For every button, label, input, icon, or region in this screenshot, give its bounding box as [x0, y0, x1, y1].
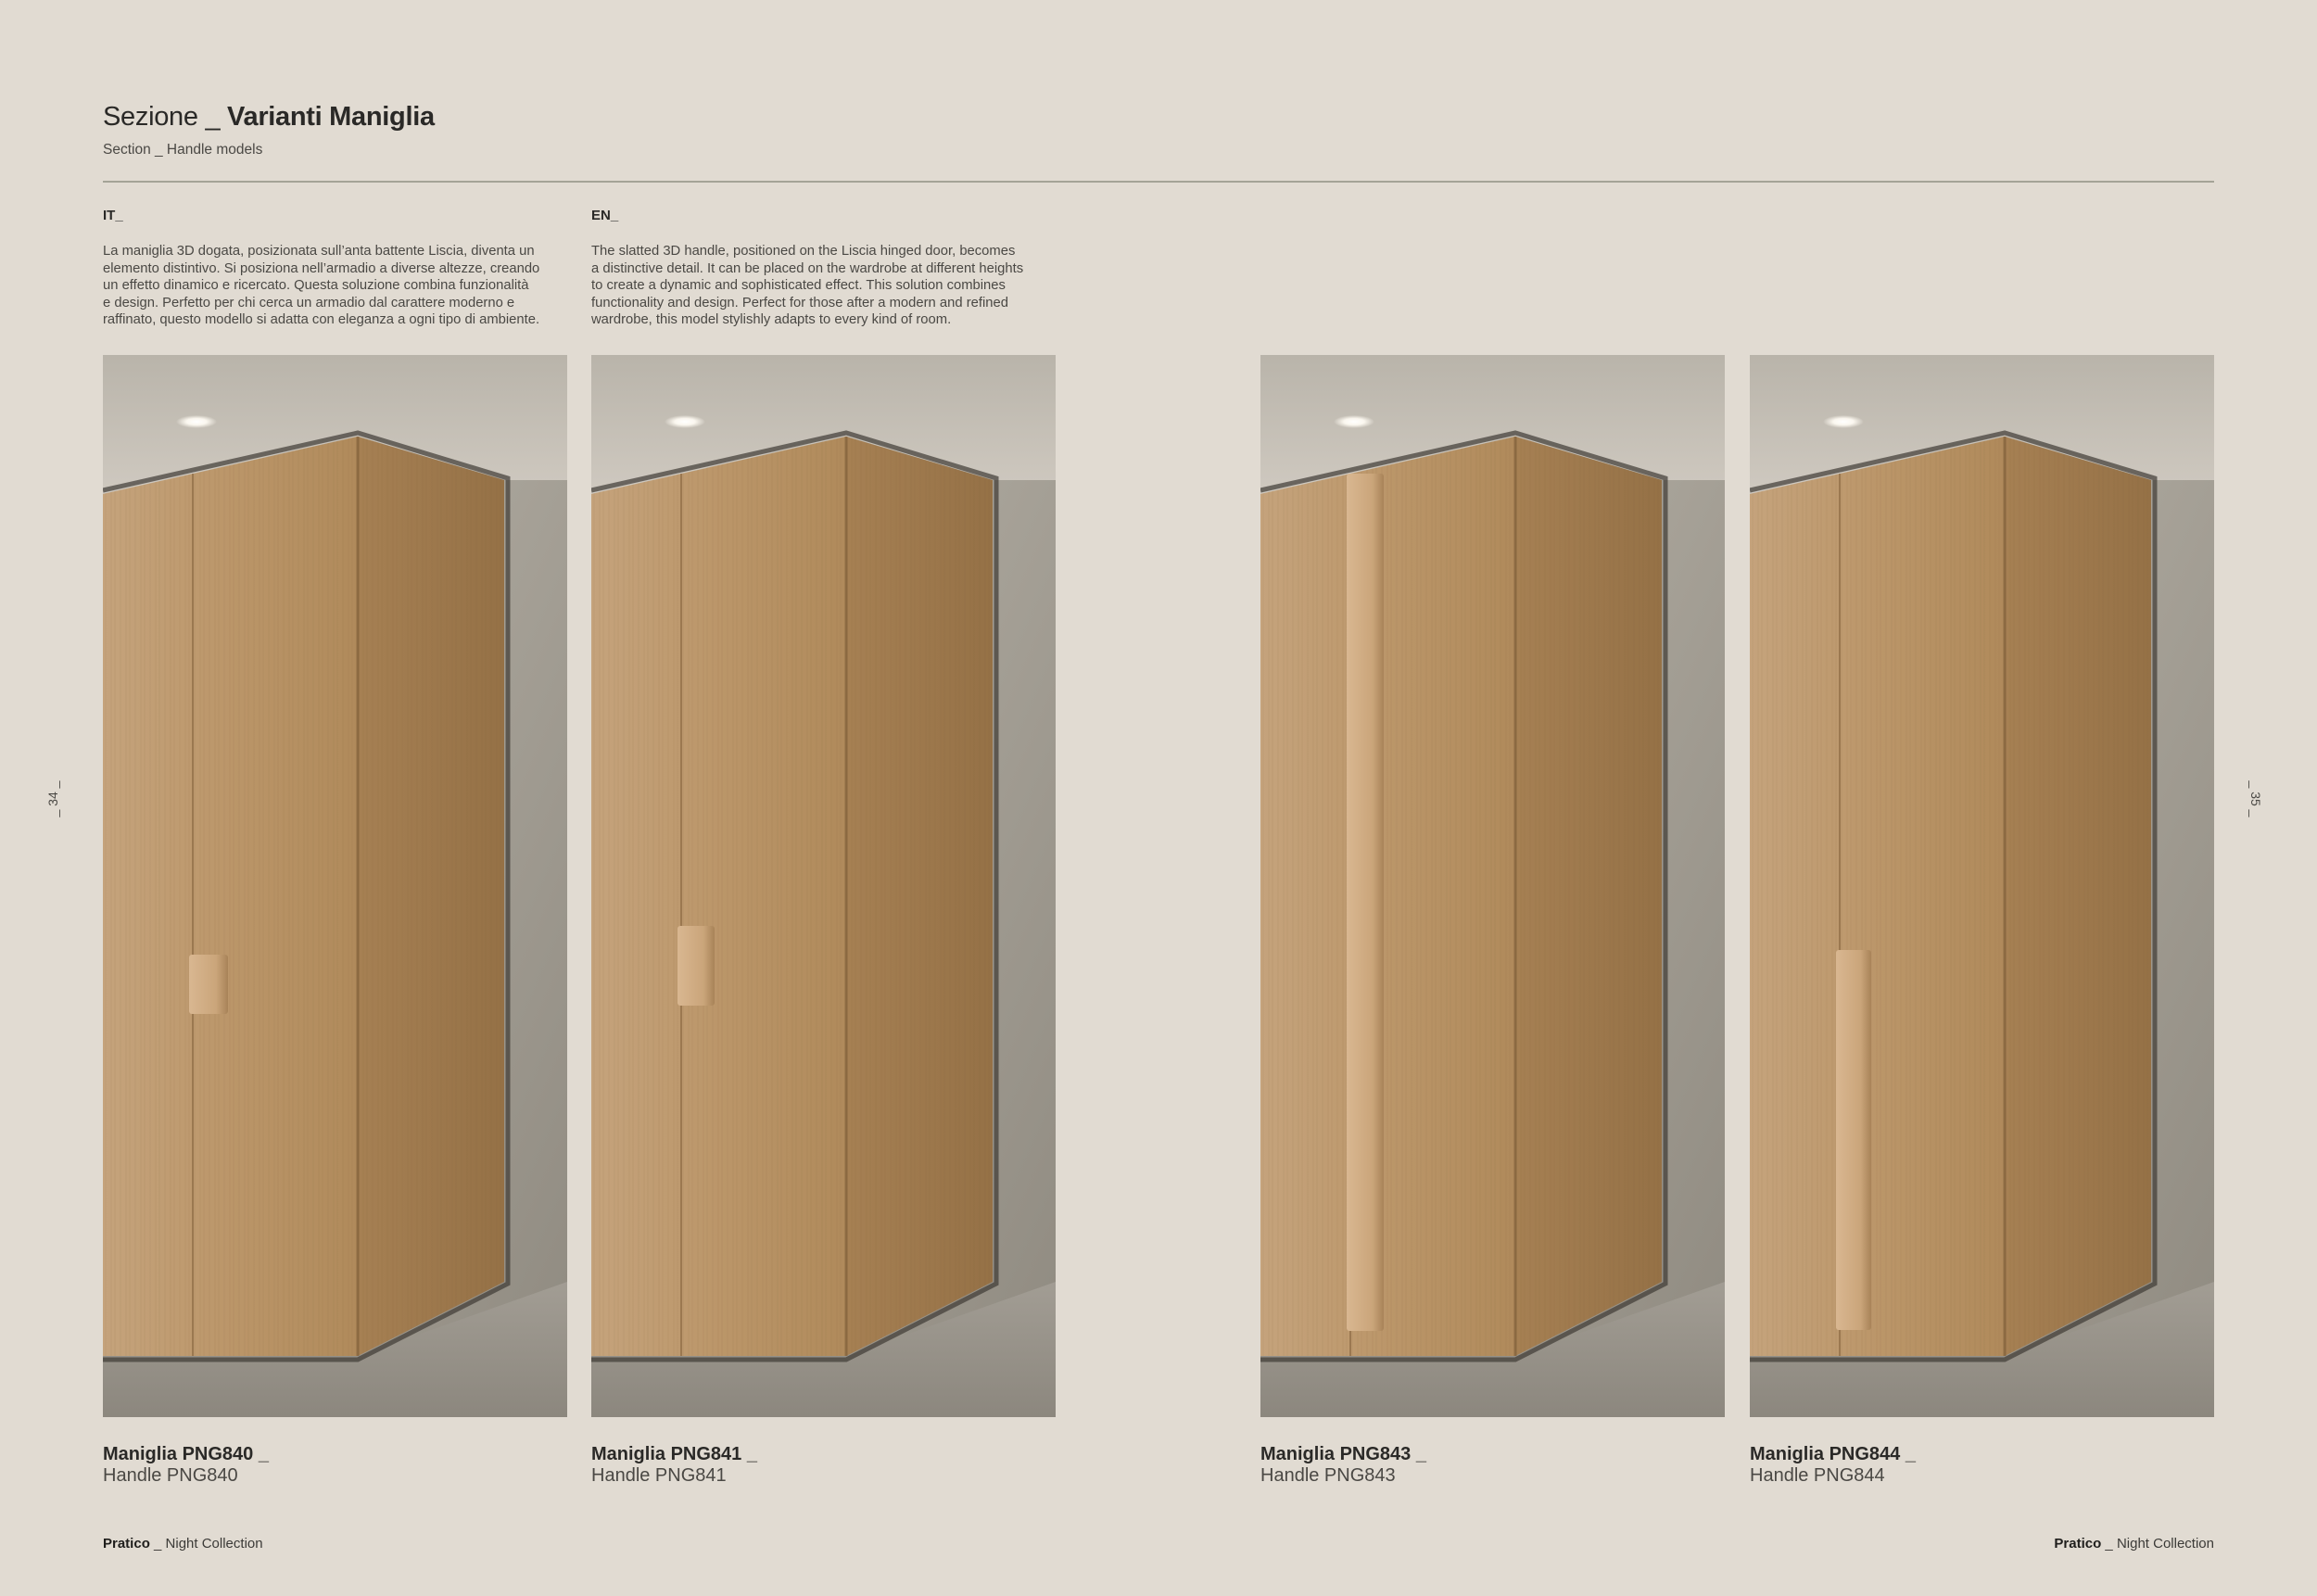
product-caption-png840	[103, 1444, 269, 1487]
caption-it: Maniglia PNG844 _	[1750, 1444, 1916, 1464]
product-image-png843	[1260, 355, 1725, 1417]
caption-en: Handle PNG840	[103, 1465, 238, 1486]
paragraph-line: elemento distintivo. Si posiziona nell’armadio a diverse altezze, creando	[103, 260, 540, 276]
intro-paragraph-it	[103, 243, 566, 329]
caption-it: Maniglia PNG843 _	[1260, 1444, 1426, 1464]
section-subtitle: Section _ Handle models	[103, 142, 263, 158]
product-image-png844	[1750, 355, 2214, 1417]
product-caption-png843	[1260, 1444, 1426, 1487]
caption-it: Maniglia PNG840 _	[103, 1444, 269, 1464]
page-header	[103, 102, 435, 158]
page-number-right: _ 35 _	[2248, 780, 2263, 817]
footer-right	[2054, 1536, 2214, 1552]
product-image-png841	[591, 355, 1056, 1417]
caption-it: Maniglia PNG841 _	[591, 1444, 757, 1464]
paragraph-line: e design. Perfetto per chi cerca un armadio dal carattere moderno e	[103, 295, 515, 310]
paragraph-line: wardrobe, this model stylishly adapts to every kind of room.	[591, 312, 952, 328]
intro-paragraph-en	[591, 243, 1055, 329]
header-divider	[103, 181, 2214, 183]
footer-brand: Pratico	[2054, 1536, 2102, 1552]
section-title	[103, 102, 435, 133]
paragraph-line: La maniglia 3D dogata, posizionata sull’anta battente Liscia, diventa un	[103, 244, 535, 259]
paragraph-line: The slatted 3D handle, positioned on the Liscia hinged door, becomes	[591, 244, 1016, 259]
lang-label-en: EN_	[591, 208, 619, 223]
paragraph-line: raffinato, questo modello si adatta con eleganza a ogni tipo di ambiente.	[103, 312, 540, 328]
page-number-left: _ 34 _	[45, 780, 60, 817]
footer-left	[103, 1536, 263, 1552]
footer-collection: _ Night Collection	[149, 1536, 263, 1552]
footer-brand: Pratico	[103, 1536, 150, 1552]
caption-en: Handle PNG843	[1260, 1465, 1396, 1486]
caption-en: Handle PNG844	[1750, 1465, 1885, 1486]
paragraph-line: to create a dynamic and sophisticated effect. This solution combines	[591, 278, 1006, 294]
paragraph-line: functionality and design. Perfect for those after a modern and refined	[591, 295, 1008, 310]
paragraph-line: a distinctive detail. It can be placed on the wardrobe at different heights	[591, 260, 1024, 276]
lang-label-it: IT_	[103, 208, 123, 223]
product-image-png840	[103, 355, 567, 1417]
paragraph-line: un effetto dinamico e ricercato. Questa soluzione combina funzionalità	[103, 278, 529, 294]
section-title-prefix: Sezione _	[103, 102, 228, 132]
caption-en: Handle PNG841	[591, 1465, 727, 1486]
product-caption-png841	[591, 1444, 757, 1487]
product-caption-png844	[1750, 1444, 1916, 1487]
section-title-main: Varianti Maniglia	[227, 102, 435, 132]
footer-collection: _ Night Collection	[2101, 1536, 2214, 1552]
